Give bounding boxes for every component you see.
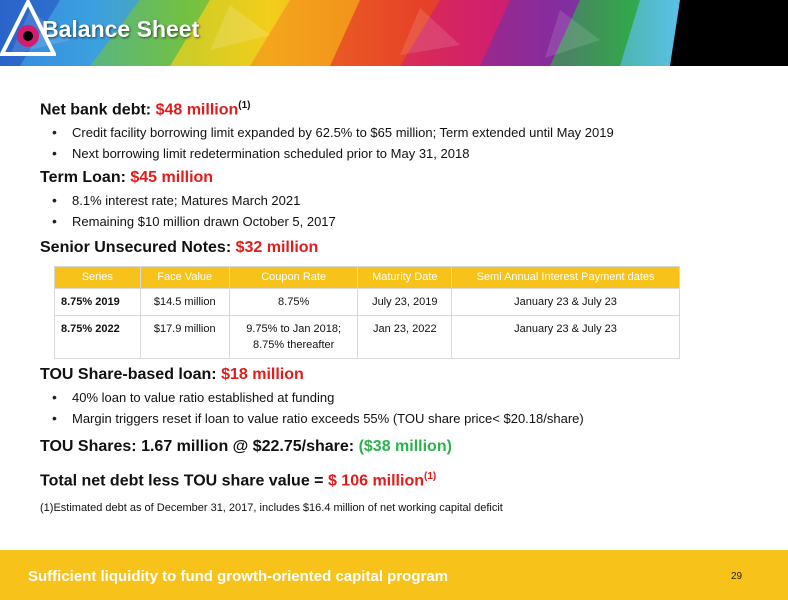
list-item: • Margin triggers reset if loan to value ratio exceeds 55% (TOU share price< $20.18/share) xyxy=(40,408,760,429)
footnote-marker: (1) xyxy=(424,471,437,483)
coupon-rate-line-1: 9.75% to Jan 2018; xyxy=(246,323,342,336)
tou-loan-heading xyxy=(40,365,760,385)
term-loan-label: Term Loan: xyxy=(40,169,131,187)
tou-shares-heading xyxy=(40,437,760,457)
cell-maturity-date: Jan 23, 2022 xyxy=(358,316,452,359)
senior-notes-table xyxy=(54,266,680,359)
header-coupon-rate: Coupon Rate xyxy=(229,267,358,289)
main-content xyxy=(40,96,760,514)
cell-maturity-date: July 23, 2019 xyxy=(358,289,452,316)
tou-loan-amount: $18 million xyxy=(221,366,304,384)
cell-coupon-rate xyxy=(229,316,358,359)
senior-notes-amount: $32 million xyxy=(235,239,319,257)
net-bank-debt-heading xyxy=(40,96,760,120)
tou-loan-bullets xyxy=(40,387,760,429)
senior-notes-heading xyxy=(40,238,760,258)
net-bank-debt-bullets xyxy=(40,122,760,164)
coupon-rate-line-2: 8.75% thereafter xyxy=(252,339,335,352)
page-number: 29 xyxy=(731,571,743,582)
net-bank-debt-label: Net bank debt: xyxy=(40,101,156,119)
footer-tagline: Sufficient liquidity to fund growth-oriented capital program xyxy=(28,568,448,585)
header-face-value: Face Value xyxy=(140,267,229,289)
header-series: Series xyxy=(55,267,141,289)
cell-payment-dates: January 23 & July 23 xyxy=(452,289,680,316)
list-item: • Credit facility borrowing limit expanded by 62.5% to $65 million; Term extended until May 2019 xyxy=(40,122,760,143)
header-payment-dates: Semi Annual Interest Payment dates xyxy=(452,267,680,289)
list-item: • Next borrowing limit redetermination scheduled prior to May 31, 2018 xyxy=(40,143,760,164)
table-row xyxy=(55,289,680,316)
cell-face-value: $17.9 million xyxy=(140,316,229,359)
footnote: (1)Estimated debt as of December 31, 2017, includes $16.4 million of net working capital deficit xyxy=(40,501,503,514)
term-loan-amount: $45 million xyxy=(130,169,214,187)
net-bank-debt-amount: $48 million xyxy=(155,101,239,119)
company-logo xyxy=(0,0,56,56)
tou-shares-amount: ($38 million) xyxy=(358,438,452,456)
header-maturity-date: Maturity Date xyxy=(358,267,452,289)
footnote-marker: (1) xyxy=(238,100,251,111)
cell-coupon-rate: 8.75% xyxy=(229,289,358,316)
list-item: • 8.1% interest rate; Matures March 2021 xyxy=(40,190,760,211)
senior-notes-label: Senior Unsecured Notes: xyxy=(40,239,236,257)
page-title: Balance Sheet xyxy=(42,16,200,42)
cell-series: 8.75% 2019 xyxy=(55,289,141,316)
tou-shares-label: TOU Shares: 1.67 million @ $22.75/share: xyxy=(40,438,359,456)
table-header-row xyxy=(55,267,680,289)
list-item: • 40% loan to value ratio established at funding xyxy=(40,387,760,408)
list-item: • Remaining $10 million drawn October 5, 2017 xyxy=(40,211,760,232)
cell-face-value: $14.5 million xyxy=(140,289,229,316)
total-amount: $ 106 million xyxy=(327,472,424,490)
cell-series: 8.75% 2022 xyxy=(55,316,141,359)
total-heading xyxy=(40,467,760,491)
total-label: Total net debt less TOU share value = xyxy=(40,472,328,490)
cell-payment-dates: January 23 & July 23 xyxy=(452,316,680,359)
term-loan-bullets xyxy=(40,190,760,232)
table-row xyxy=(55,316,680,359)
term-loan-heading xyxy=(40,168,760,188)
header-banner xyxy=(0,0,788,66)
tou-loan-label: TOU Share-based loan: xyxy=(40,366,222,384)
